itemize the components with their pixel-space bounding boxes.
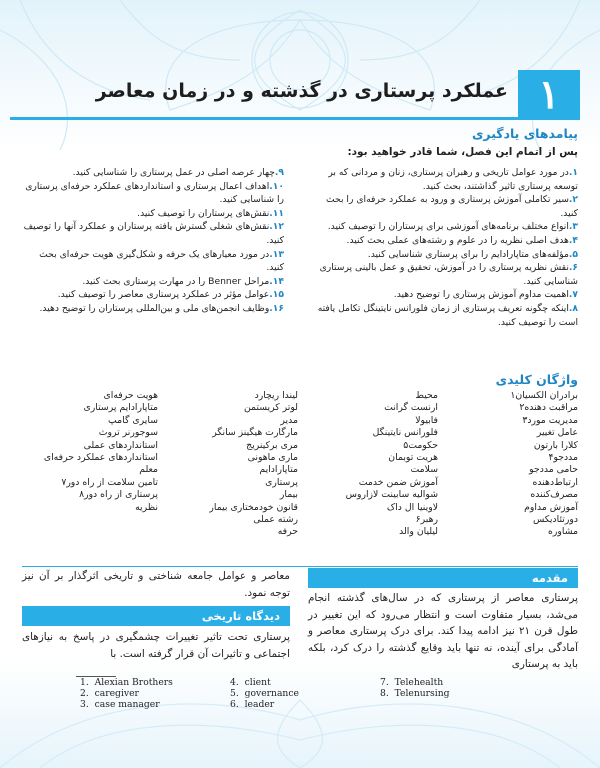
key-term: فلورانس نایتینگل <box>372 427 438 439</box>
objectives-heading: پیامدهای یادگیری <box>471 126 578 141</box>
key-term: سلامت <box>410 464 438 476</box>
objective-number: ۲. <box>568 194 578 206</box>
objective-number: ۱. <box>568 167 578 178</box>
key-term: لاوینیا ال داک <box>386 501 438 513</box>
objectives-intro: پس از اتمام این فصل، شما قادر خواهید بود: <box>347 146 578 158</box>
footnote-item: 3. case manager <box>80 698 160 710</box>
objective-number: ۳. <box>568 221 578 233</box>
objective-item <box>310 166 578 193</box>
objective-item <box>22 275 284 289</box>
key-term: معلم <box>139 464 158 476</box>
footnotes-column-1 <box>80 678 230 710</box>
objective-text: در مورد معیارهای یک حرفه و شکل‌گیری هویت حرفه‌ای بحث کنید. <box>39 248 284 274</box>
objective-number: ۶. <box>568 262 578 274</box>
chapter-banner <box>10 70 590 120</box>
objective-text: مؤلفه‌های متاپارادایم را برای پرستاری شناسایی کنید. <box>367 248 569 260</box>
key-terms-column-1 <box>438 390 578 539</box>
objective-text: هدف اصلی نظریه را در علوم و رشته‌های عملی بحث کنید. <box>346 234 569 246</box>
objective-text: چهار عرصه اصلی در عمل پرستاری را شناسایی کنید. <box>72 167 275 178</box>
key-term: پرستاری <box>265 476 298 488</box>
objective-number: ۱۶. <box>269 302 284 314</box>
key-term: استانداردهای عملکرد حرفه‌ای <box>43 452 158 464</box>
objective-item <box>310 193 578 220</box>
objective-item <box>310 234 578 248</box>
introduction-paragraph: پرستاری معاصر از پرستاری که در سال‌های گذشته انجام می‌شد، بسیار متفاوت است و انتظار می‌رود که این تغییر در طول قرن ۲۱ نیز ادامه پیدا کند. برای درک پرستاری معاصر و آمادگی برای آینده، نه تنها باید وقایع گذشته را درک کرد، بلکه باید به پرستاری <box>308 592 579 671</box>
footnotes-column-2 <box>230 678 380 710</box>
key-term: رهبر۶ <box>415 514 438 526</box>
introduction-heading: مقدمه <box>308 568 578 588</box>
objective-item <box>310 302 578 329</box>
key-term: ارتباط‌دهنده <box>532 476 578 488</box>
objective-text: سیر تکاملی آموزش پرستاری و ورود به عملکرد حرفه‌ای را بحث کنید. <box>326 194 578 219</box>
key-term: بیمار <box>279 489 298 501</box>
objective-text: نقش نظریه پرستاری را در آموزش، تحقیق و عمل بالینی پرستاری شناسایی کنید. <box>319 262 578 287</box>
key-terms-grid <box>22 390 578 562</box>
key-terms-column-3 <box>158 390 298 539</box>
key-term: مراقبت دهنده۲ <box>519 402 578 414</box>
objective-text: مراحل Benner را در مهارت پرستاری بحث کنید. <box>82 275 270 287</box>
objective-item <box>22 220 284 247</box>
key-term: استانداردهای عملی <box>83 439 158 451</box>
objective-number: ۱۵. <box>269 289 284 301</box>
objective-text: اهمیت مداوم آموزش پرستاری را توضیح دهید. <box>393 289 569 301</box>
key-terms-column-4 <box>22 390 158 514</box>
key-term: مشاوره <box>548 526 578 538</box>
chapter-number: ۱ <box>538 71 560 118</box>
key-term: هریت توبمان <box>388 452 438 464</box>
history-paragraph: پرستاری تحت تاثیر تغییرات چشمگیری در پاسخ به نیازهای اجتماعی و تاثیرات آن قرار گرفته است. با <box>22 631 290 660</box>
key-term: شوالیه سابینت لازاروس <box>345 489 438 501</box>
key-term: حامی مددجو <box>529 464 578 476</box>
key-term: لیلیان والد <box>399 526 438 538</box>
objective-number: ۱۰. <box>269 180 284 192</box>
key-term: مددجو۴ <box>548 452 578 464</box>
footnotes-column-3 <box>380 678 530 700</box>
objective-number: ۴. <box>568 234 578 246</box>
objective-item <box>22 288 284 302</box>
objective-text: اینکه چگونه تعریف پرستاری از زمان فلورانس نایتینگل تکامل یافته است را توصیف کنید. <box>317 302 578 328</box>
key-term: کلارا بارتون <box>533 439 578 451</box>
footnote-item: 8. Telenursing <box>380 687 450 699</box>
objective-text: عوامل مؤثر در عملکرد پرستاری معاصر را توصیف کنید. <box>57 289 270 301</box>
banner-underline <box>10 117 518 120</box>
objective-item <box>310 248 578 262</box>
objective-number: ۹. <box>274 167 284 178</box>
objective-text: نقش‌های پرستاران را توصیف کنید. <box>137 207 270 219</box>
objectives-left-column <box>22 166 284 316</box>
objective-text: اهداف اعمال پرستاری و استانداردهای عملکرد حرفه‌ای پرستاری را شناسایی کنید. <box>25 180 284 206</box>
key-terms-heading: واژگان کلیدی <box>495 372 578 387</box>
objective-number: ۸. <box>568 302 578 314</box>
footnote-item: 5. governance <box>230 687 299 699</box>
key-term: پرستاری از راه دور۸ <box>79 489 158 501</box>
objective-text: در مورد عوامل تاریخی و رهبران پرستاری، زنان و مردانی که بر توسعه پرستاری تاثیر گذاشتند، بحث کنید. <box>328 167 578 192</box>
key-term: سوجورنر تروث <box>98 427 158 439</box>
footnote-item: 2. caregiver <box>80 687 139 699</box>
key-term: آموزش مداوم <box>524 501 578 513</box>
key-term: مدیریت مورد۳ <box>522 414 578 426</box>
key-term: ارنست گرانت <box>384 402 438 414</box>
historical-perspective-heading: دیدگاه تاریخی <box>22 606 290 626</box>
objectives-right-column <box>310 166 578 329</box>
section-divider <box>22 566 578 567</box>
key-term: لیندا ریچارد <box>254 390 298 401</box>
objective-number: ۱۳. <box>269 248 284 260</box>
key-term: حکومت۵ <box>403 439 438 451</box>
chapter-title: عملکرد پرستاری در گذشته و در زمان معاصر <box>95 80 508 102</box>
key-term: نظریه <box>135 501 158 513</box>
objective-item <box>310 261 578 288</box>
key-term: مارگارت هیگینز سانگر <box>212 427 298 439</box>
objective-item <box>22 248 284 275</box>
key-term: لوتر کریستمن <box>243 402 298 414</box>
key-term: رشته عملی <box>253 514 298 526</box>
objective-item <box>310 220 578 234</box>
objective-text: نقش‌های شغلی گسترش یافته پرستاران و عملکرد آنها را توصیف کنید. <box>23 221 284 246</box>
objective-text: انواع مختلف برنامه‌های آموزشی برای پرستاران را توصیف کنید. <box>327 221 569 233</box>
objective-number: ۷. <box>568 289 578 301</box>
key-term: محیط <box>415 390 438 401</box>
objective-item <box>22 166 284 180</box>
objective-number: ۵. <box>568 248 578 260</box>
objective-item <box>22 207 284 221</box>
footnote-item: 7. Telehealth <box>380 677 444 688</box>
key-term: عامل تغییر <box>536 427 578 439</box>
key-term: مصرف‌کننده <box>530 489 578 501</box>
key-terms-column-2 <box>298 390 438 539</box>
key-term: متاپارادایم پرستاری <box>83 402 158 414</box>
objective-number: ۱۲. <box>269 221 284 233</box>
objective-item <box>22 180 284 207</box>
key-term: برادران الکسیان۱ <box>510 390 578 401</box>
key-term: فابیولا <box>415 414 438 426</box>
key-term: دورتئادیکس <box>532 514 578 526</box>
footnote-item: 4. client <box>230 677 271 688</box>
footnote-item: 1. Alexian Brothers <box>80 677 173 688</box>
key-term: آموزش ضمن خدمت <box>358 476 438 488</box>
key-term: ماری ماهونی <box>247 452 298 464</box>
key-term: تامین سلامت از راه دور۷ <box>61 476 158 488</box>
objective-text: وظایف انجمن‌های ملی و بین‌المللی پرستاران را توضیح دهید. <box>39 302 270 314</box>
objective-item <box>22 302 284 316</box>
history-lead-paragraph: معاصر و عوامل جامعه شناختی و تاریخی اثرگذار بر آن نیز توجه نمود. <box>22 570 290 599</box>
objective-number: ۱۴. <box>269 275 284 287</box>
key-term: قانون خودمختاری بیمار <box>209 501 298 513</box>
footnote-item: 6. leader <box>230 698 275 710</box>
objective-item <box>310 288 578 302</box>
key-term: حرفه <box>277 526 298 538</box>
key-term: مدیر <box>280 414 298 426</box>
key-term: مری برکینریج <box>246 439 298 451</box>
key-term: متاپارادایم <box>259 464 298 476</box>
objective-number: ۱۱. <box>269 207 284 219</box>
key-term: سایری گامپ <box>108 414 158 426</box>
key-term: هویت حرفه‌ای <box>103 390 158 401</box>
